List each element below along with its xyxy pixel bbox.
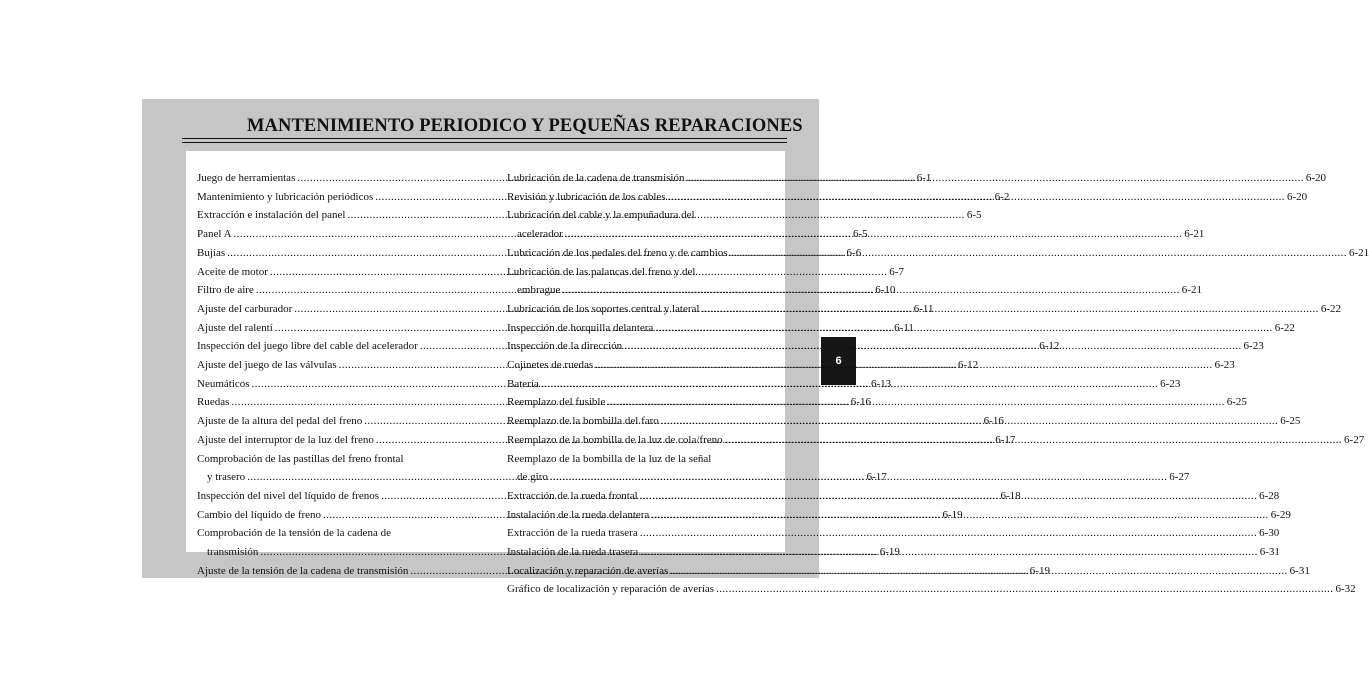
dot-leader — [640, 543, 1257, 562]
toc-entry-page: 6-10 — [875, 284, 896, 297]
toc-entry-title: Ajuste de la altura del pedal del freno — [197, 415, 363, 428]
toc-entry-title: Ajuste de la tensión de la cadena de transmisión — [197, 564, 409, 577]
toc-entry-title: Comprobación de la tensión de la cadena de — [197, 527, 391, 540]
toc-entry-page: 6-11 — [913, 302, 934, 315]
toc-entry-page: 6-20 — [1305, 172, 1327, 184]
toc-entry-page: 6-7 — [889, 265, 904, 278]
dot-leader — [701, 300, 1318, 319]
toc-entry-page: 6-17 — [866, 471, 887, 484]
toc-entry[interactable] — [507, 188, 1308, 207]
toc-entry-title: Extracción e instalación del panel — [197, 209, 346, 222]
toc-entry-page: 6-22 — [1274, 321, 1295, 334]
toc-entry-title: Ruedas — [197, 396, 230, 409]
toc-entry-page: 6-20 — [1286, 190, 1308, 203]
dot-leader — [716, 580, 1333, 599]
toc-entry-title: Lubricación de la cadena de transmisión — [507, 172, 685, 184]
chapter-tab[interactable]: 6 — [821, 337, 856, 385]
toc-entry-page: 6-31 — [1289, 564, 1310, 577]
dot-leader — [661, 412, 1278, 431]
toc-entry-title: Ajuste del juego de las válvulas — [197, 359, 337, 372]
toc-entry-title: Comprobación de las pastillas del freno frontal — [197, 452, 404, 465]
toc-entry-title-continued: de giro — [517, 471, 548, 484]
toc-entry-page: 6-30 — [1259, 527, 1280, 540]
dot-leader — [668, 188, 1285, 207]
toc-entry-page: 6-17 — [995, 433, 1016, 446]
dot-leader — [686, 169, 1303, 188]
toc-entry-title: Reemplazo de la bombilla de la luz de cola/freno — [507, 433, 723, 446]
toc-entry-title: Cojinetes de ruedas — [507, 359, 594, 372]
toc-entry-title: Reemplazo del fusible — [507, 396, 606, 409]
dot-leader — [730, 244, 1347, 263]
dot-leader — [607, 393, 1224, 412]
toc-entry-page: 6-13 — [870, 377, 892, 390]
toc-entry-page: 6-19 — [1029, 564, 1050, 577]
dot-leader — [670, 562, 1287, 581]
toc-entry-title: Lubricación de las palancas del freno y del — [507, 265, 696, 278]
toc-entry-page: 6-22 — [1320, 302, 1342, 315]
toc-entry-title: Juego de herramientas — [197, 172, 296, 184]
toc-entry-title: Extracción de la rueda trasera — [507, 527, 638, 540]
toc-entry-title: Inspección del nivel del líquido de frenos — [197, 489, 380, 502]
toc-entry-title-continued: transmisión — [207, 546, 259, 559]
toc-entry-page: 6-31 — [1259, 546, 1280, 559]
toc-entry-title: Instalación de la rueda trasera — [507, 546, 639, 559]
dot-leader — [565, 225, 1182, 244]
dot-leader — [562, 281, 1179, 300]
toc-entry-page: 6-23 — [1243, 340, 1264, 353]
toc-entry-page: 6-19 — [942, 508, 963, 521]
toc-entry-page: 6-16 — [850, 396, 871, 409]
toc-entry-title: Lubricación de los soportes central y lateral — [507, 302, 700, 315]
toc-entry-title: Mantenimiento y lubricación periódicos — [197, 190, 374, 203]
dot-leader — [640, 524, 1257, 543]
dot-leader — [624, 337, 1241, 356]
toc-entry-title: Batería — [507, 377, 539, 390]
toc-entry-title: Bujías — [197, 246, 226, 259]
toc-entry-page: 6-23 — [1160, 377, 1181, 390]
dot-leader — [655, 319, 1272, 338]
toc-entry-title: Reemplazo de la bombilla del faro — [507, 415, 659, 428]
header-rule — [182, 138, 787, 143]
toc-entry-title: Ajuste del ralentí — [197, 321, 273, 334]
toc-entry-title: Localización y reparación de averías — [507, 564, 669, 577]
toc-entry-title: Aceite de motor — [197, 265, 268, 278]
toc-entry-page: 6-16 — [983, 415, 1004, 428]
toc-entry-page: 6-2 — [994, 190, 1010, 203]
toc-entry-title: Filtro de aire — [197, 284, 254, 297]
toc-entry-page: 6-21 — [1181, 284, 1202, 297]
toc-entry-title-continued: y trasero — [207, 471, 246, 484]
toc-entry-page: 6-27 — [1344, 433, 1365, 446]
toc-entry-page: 6-6 — [846, 246, 862, 259]
toc-entry-title: Extracción de la rueda frontal — [507, 489, 638, 502]
toc-entry-title: Inspección del juego libre del cable del acelerador — [197, 340, 418, 353]
toc-entry-title: Panel A — [197, 228, 232, 241]
toc-entry-page: 6-28 — [1259, 489, 1280, 502]
toc-entry-title: Lubricación del cable y la empuñadura del — [507, 209, 695, 222]
toc-entry-page: 6-25 — [1280, 415, 1301, 428]
toc-entry-title: Gráfico de localización y reparación de averías — [507, 583, 715, 596]
toc-entry-title-continued: embrague — [517, 284, 561, 297]
toc-entry-page: 6-12 — [1039, 340, 1060, 353]
toc-entry-title: Revisión y lubricación de los cables — [507, 190, 666, 203]
toc-entry-page: 6-32 — [1335, 583, 1356, 596]
toc-entry-page: 6-25 — [1226, 396, 1247, 409]
toc-entry-title: Inspección de horquilla delantera — [507, 321, 654, 334]
dot-leader — [640, 487, 1257, 506]
toc-entry-page: 6-12 — [958, 359, 979, 372]
toc-entry-page: 6-5 — [852, 228, 868, 241]
dot-leader — [651, 506, 1268, 525]
dot-leader — [595, 356, 1212, 375]
toc-entry-page: 6-18 — [1000, 489, 1021, 502]
toc-entry-page: 6-19 — [879, 546, 900, 559]
toc-entry-title: Ajuste del interruptor de la luz del freno — [197, 433, 374, 446]
toc-entry-title: Reemplazo de la bombilla de la luz de la señal — [507, 452, 712, 465]
dot-leader — [725, 431, 1342, 450]
page-title: MANTENIMIENTO PERIODICO Y PEQUEÑAS REPARACIONES — [247, 116, 803, 136]
toc-entry-title: Cambio del líquido de freno — [197, 508, 322, 521]
toc-entry-title-continued: acelerador — [517, 228, 563, 241]
toc-entry-page: 6-11 — [894, 321, 914, 334]
toc-entry-title: Inspección de la dirección — [507, 340, 623, 353]
toc-entry-page: 6-5 — [966, 209, 982, 222]
toc-entry-title: Neumáticos — [197, 377, 250, 390]
toc-entry-title: Lubricación de los pedales del freno y de cambios — [507, 246, 728, 259]
dot-leader — [550, 468, 1167, 487]
toc-entry-page: 6-29 — [1270, 508, 1291, 521]
dot-leader — [541, 375, 1158, 394]
toc-entry[interactable] — [507, 580, 1356, 599]
toc-entry-page: 6-27 — [1169, 471, 1190, 484]
toc-entry-page: 6-21 — [1184, 228, 1205, 241]
toc-entry-page: 6-21 — [1348, 246, 1369, 259]
toc-entry[interactable] — [507, 524, 1280, 543]
toc-entry-title: Ajuste del carburador — [197, 302, 293, 315]
toc-entry-page: 6-1 — [916, 172, 932, 184]
toc-entry-page: 6-23 — [1214, 359, 1235, 372]
toc-entry-title: Instalación de la rueda delantera — [507, 508, 650, 521]
